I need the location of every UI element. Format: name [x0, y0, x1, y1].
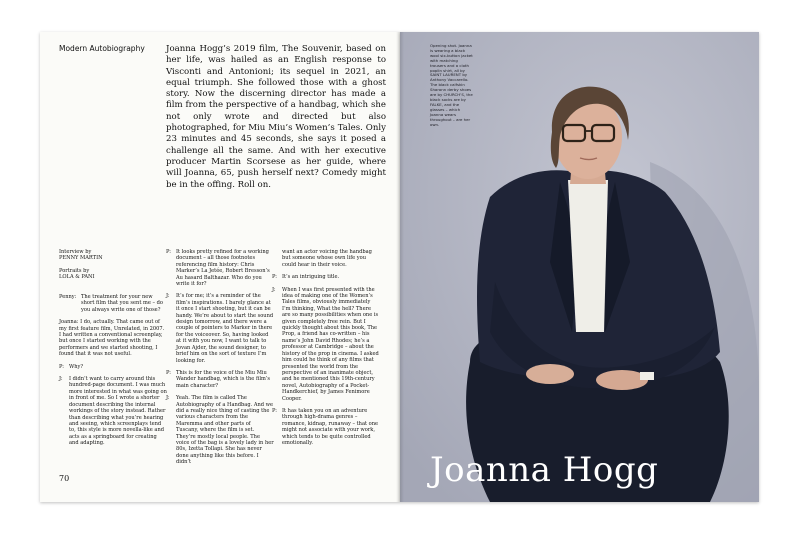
- interview-column-1: [59, 294, 167, 453]
- interview-column-3: [272, 249, 380, 452]
- interview-label: Interview by: [59, 249, 92, 255]
- paragraph-text: I didn’t want to carry around this hundred-page document. I was much more interested in what was going on in front of me. So I wrote a shorter document describing the internal workings of the story instead. Rather than describing what you’re hearing and seeing, which screenplays tend to, this style is more novella-like and acts as a springboard for creating and adapting.: [69, 376, 167, 447]
- speaker-label: P:: [59, 363, 64, 370]
- paragraph-text: Yeah. The film is called The Autobiography of a Handbag. And we did a really nice thing of casting the various characters from the Maremma and other parts of Tuscany, where the film is set. They’re mostly local people. The voice of the bag is a lovely lady in her 80s, Izetta Tollapi. She has never done anything like this before. I didn’t: [176, 395, 274, 466]
- qa-paragraph: [59, 364, 167, 370]
- speaker-label: J:: [272, 286, 276, 293]
- paragraph-text: The treatment for your new short film that you sent me – do you always write one of those?: [81, 294, 163, 313]
- speaker-label: J:: [59, 376, 63, 383]
- speaker-label: P:: [166, 369, 171, 376]
- photo-caption: Opening shot. Joanna is wearing a black wool six-button jacket with matching trousers and a cloth poplin shirt, all by SAINT LAURENT by Anthony Vaccarello. The black calfskin Sharonn derby shoes are by CHURCH’S, the black socks are by FALKE, and the glasses – which Joanna wears throughout – are her own.: [430, 43, 473, 127]
- paragraph-text: want an actor voicing the handbag but someone whose own life you could hear in their voice.: [282, 249, 372, 268]
- speaker-label: J:: [166, 293, 170, 300]
- paragraph-text: Why?: [69, 363, 84, 370]
- qa-paragraph: [272, 249, 380, 268]
- qa-paragraph: [166, 293, 274, 363]
- qa-paragraph: [59, 294, 167, 313]
- speaker-label: Penny:: [59, 294, 77, 300]
- qa-paragraph: [166, 395, 274, 465]
- paragraph-text: When I was first presented with the idea of making one of the Women’s Tales films, obviously immediately I’m thinking, What the hell? There are so many possibilities when one is given completely free rein. But I quickly thought about this book, The Prop, a friend has co-written – his name’s John David Rhodes; he’s a professor at Cambridge – about the history of the prop in cinema. I asked him could he think of any films that presented the world from the perspective of an inanimate object, and he mentioned this 19th-century novel, Autobiography of a Pocket-Handkerchief, by James Fenimore Cooper.: [282, 286, 379, 402]
- portrait-credit: [59, 268, 154, 281]
- qa-paragraph: [59, 319, 167, 357]
- interviewer-name: PENNY MARTIN: [59, 255, 103, 262]
- photographer-name: LOLA & PANI: [59, 274, 95, 281]
- qa-paragraph: [272, 274, 380, 280]
- speaker-label: P:: [166, 249, 171, 255]
- paragraph-text: It’s for me; it’s a reminder of the film’s inspirations. I barely glance at it once I start shooting, but it can be handy. We’re about to start the sound design tomorrow, and there were a couple of pointers to Marker in there for the voiceover. So, having looked at it with you now, I want to talk to Jovan Ajder, the sound designer, to brief him on the sort of texture I’m looking for.: [176, 293, 274, 364]
- qa-paragraph: [272, 287, 380, 402]
- interview-column-2: [166, 249, 274, 472]
- section-title: Modern Autobiography: [59, 44, 145, 53]
- paragraph-text: It’s an intriguing title.: [282, 274, 340, 281]
- speaker-label: Joanna:: [59, 319, 79, 326]
- speaker-label: P:: [272, 407, 277, 414]
- hand-left: [526, 364, 574, 384]
- right-page: [400, 32, 759, 502]
- qa-paragraph: [166, 370, 274, 389]
- spine-shadow: [396, 32, 404, 502]
- paragraph-text: This is for the voice of the Miu Miu Wander handbag, which is the film’s main character?: [176, 369, 271, 389]
- qa-paragraph: [166, 249, 274, 287]
- shirt-cuff: [640, 372, 654, 380]
- credits: [59, 249, 154, 287]
- left-page: [40, 32, 400, 502]
- portraits-label: Portraits by: [59, 267, 90, 274]
- paragraph-text: I do, actually. That came out of my first feature film, Unrelated, in 2007. I had written a conventional screenplay, but once I started working with the performers and we started shooting, I found that it was not useful.: [59, 319, 165, 358]
- qa-paragraph: [59, 376, 167, 446]
- qa-paragraph: [272, 408, 380, 446]
- interview-credit: [59, 249, 154, 262]
- page-number: 70: [59, 474, 70, 483]
- paragraph-text: It has taken you on an adventure through high-drama genres – romance, kidnap, runaway – that one might not associate with your work, which tends to be quite controlled emotionally.: [282, 407, 379, 446]
- subject-name-title: Joanna Hogg: [430, 450, 659, 490]
- speaker-label: P:: [272, 274, 277, 281]
- paragraph-text: It looks pretty refined for a working document – all those footnotes referencing film history: Chris Marker’s La Jetée, Robert Bresson’s Au hasard Balthazar. Who do you write it for?: [176, 249, 270, 288]
- speaker-label: J:: [166, 395, 170, 402]
- intro-paragraph: Joanna Hogg’s 2019 film, The Souvenir, based on her life, was hailed as an English response to Visconti and Antonioni; its sequel in 2021, an equal triumph. She followed those with a ghost story. Now the discerning director has made a film from the perspective of a handbag, which she not only wrote and directed but also photographed, for Miu Miu’s Women’s Tales. Only 23 minutes and 45 seconds, she says it posed a challenge all the same. And with her executive producer Martin Scorsese as her guide, where will Joanna, 65, push herself next? Comedy might be in the offing. Roll on.: [166, 44, 386, 190]
